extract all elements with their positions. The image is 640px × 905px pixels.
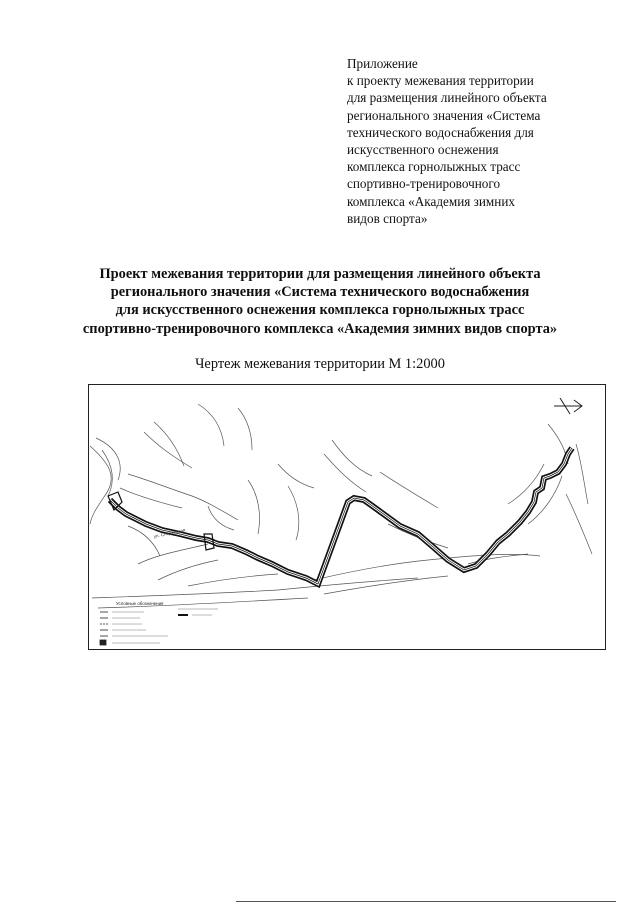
legend-title: Условные обозначения bbox=[116, 601, 164, 606]
appendix-line: Приложение bbox=[347, 56, 418, 71]
title-line: регионального значения «Система технического водоснабжения bbox=[110, 284, 530, 301]
scan-edge-line bbox=[236, 901, 616, 902]
appendix-line: спортивно-тренировочного bbox=[347, 176, 501, 192]
north-arrow-icon bbox=[554, 398, 582, 414]
appendix-line: технического водоснабжения для bbox=[347, 124, 534, 140]
pipeline-corridor bbox=[108, 448, 572, 584]
appendix-line: искусственного оснежения bbox=[347, 142, 499, 158]
street-label: ул. Спортивная bbox=[153, 527, 186, 539]
appendix-line: комплекса «Академия зимних bbox=[347, 193, 515, 209]
appendix-line: видов спорта» bbox=[347, 210, 428, 226]
title-line: для искусственного оснежения комплекса горнолыжных трасс bbox=[115, 302, 525, 319]
land-survey-drawing bbox=[88, 384, 606, 650]
appendix-line: для размещения линейного объекта bbox=[347, 90, 547, 106]
appendix-line: регионального значения «Система bbox=[347, 107, 541, 123]
title-line: Проект межевания территории для размещения линейного объекта bbox=[99, 266, 541, 282]
terrain-lines bbox=[90, 404, 592, 608]
appendix-line: комплекса горнолыжных трасс bbox=[347, 159, 521, 175]
appendix-line: к проекту межевания территории bbox=[347, 73, 534, 89]
drawing-subtitle: Чертеж межевания территории М 1:2000 bbox=[195, 356, 445, 372]
drawing-frame bbox=[89, 385, 606, 650]
appendix-block bbox=[347, 55, 607, 227]
document-title bbox=[20, 265, 620, 338]
title-line: спортивно-тренировочного комплекса «Академия зимних видов спорта» bbox=[82, 320, 558, 337]
